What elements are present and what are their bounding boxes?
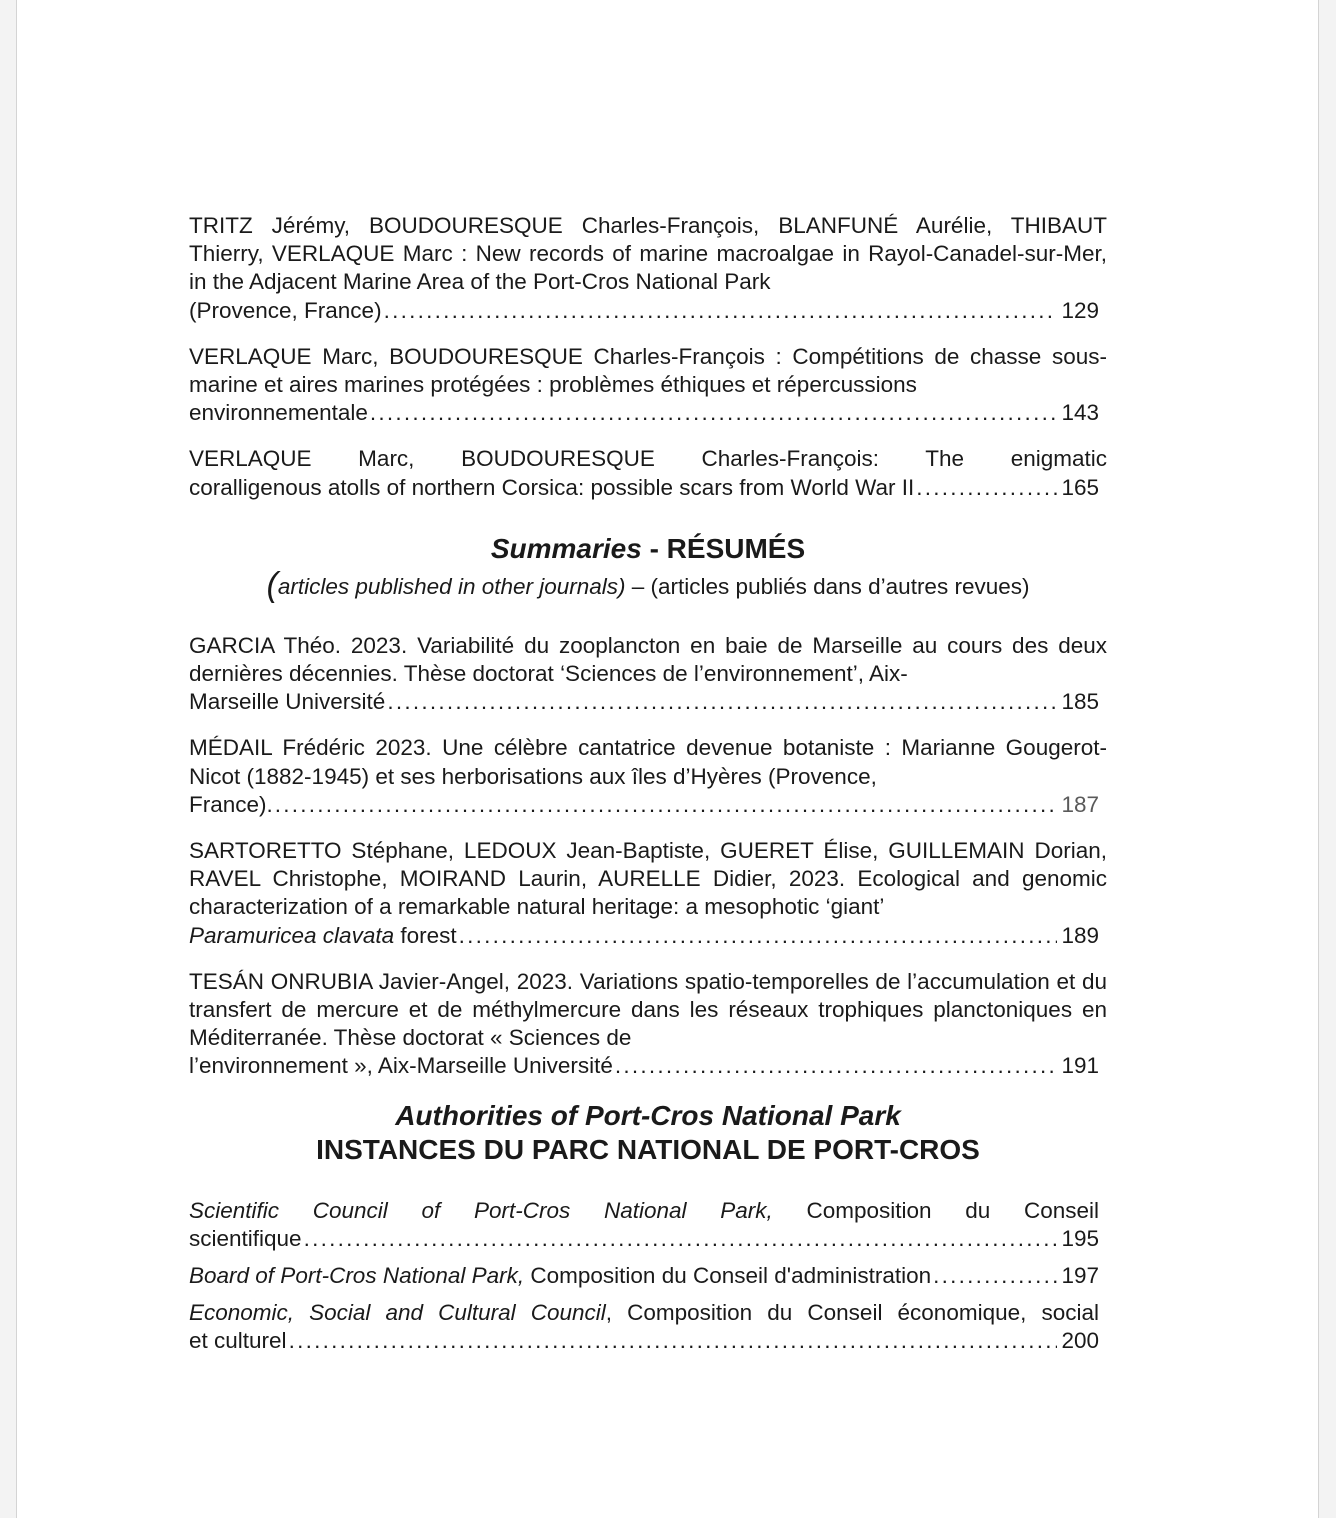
toc-entry-last-line: Composition du Conseil d'administration xyxy=(524,1263,932,1289)
toc-entry-last-line: France). xyxy=(189,791,273,817)
toc-entry xyxy=(189,968,1107,1081)
toc-entry-body: Economic, Social and Cultural Council, Composition du Conseil économique, social xyxy=(189,1300,1099,1326)
toc-entry-last-line: forest xyxy=(394,922,457,948)
dot-leader xyxy=(370,399,1058,427)
toc-entry xyxy=(189,1262,1099,1290)
toc-entry-body: VERLAQUE Marc, BOUDOURESQUE Charles-François : Compétitions de chasse sous-marine et aires marines protégées : problèmes éthiques et répercussions xyxy=(189,343,1107,398)
toc-entry-body: TESÁN ONRUBIA Javier-Angel, 2023. Variations spatio-temporelles de l’accumulation et du transfert de mercure et de méthylmercure dans les réseaux trophiques planctoniques en Méditerranée. Thèse doctorat « Sciences de xyxy=(189,968,1107,1051)
dot-leader xyxy=(275,791,1058,819)
toc-entry xyxy=(189,632,1107,717)
dot-leader xyxy=(384,297,1058,325)
dot-leader xyxy=(289,1327,1058,1355)
toc-entry xyxy=(189,837,1107,950)
section-heading-instances: INSTANCES DU PARC NATIONAL DE PORT-CROS xyxy=(316,1133,980,1165)
table-of-contents xyxy=(189,212,1109,1365)
toc-entry-last-line: coralligenous atolls of northern Corsica: possible scars from World War II xyxy=(189,474,915,500)
toc-entry-last-line: scientifique xyxy=(189,1225,302,1251)
dot-leader xyxy=(933,1262,1057,1290)
page-number: 129 xyxy=(1061,297,1099,323)
subtitle-rest: – (articles publiés dans d’autres revues) xyxy=(625,573,1030,599)
toc-entry-body: Scientific Council of Port-Cros National Park, Composition du Conseil xyxy=(189,1197,1099,1223)
page-number: 197 xyxy=(1061,1263,1099,1289)
page-number: 189 xyxy=(1061,922,1099,948)
toc-entry-last-line: et culturel xyxy=(189,1328,287,1354)
page-number: 187 xyxy=(1061,791,1099,817)
page-number: 191 xyxy=(1061,1053,1099,1079)
page-number: 200 xyxy=(1061,1328,1099,1354)
subtitle-open-paren: ( xyxy=(266,565,278,604)
dot-leader xyxy=(615,1052,1058,1080)
toc-entry-last-line: Marseille Université xyxy=(189,689,386,715)
council-name: Economic, Social and Cultural Council xyxy=(189,1300,606,1326)
toc-entry xyxy=(189,734,1107,819)
document-page xyxy=(16,0,1319,1518)
page-number: 185 xyxy=(1061,689,1099,715)
toc-entry-last-line: l’environnement », Aix-Marseille Université xyxy=(189,1053,613,1079)
council-name: Scientific Council of Port-Cros National Park, xyxy=(189,1197,773,1223)
page-number: 143 xyxy=(1061,400,1099,426)
toc-entry xyxy=(189,212,1107,325)
toc-entry-last-line: environnementale xyxy=(189,400,368,426)
toc-entry xyxy=(189,1299,1099,1355)
heading-rest: - RÉSUMÉS xyxy=(641,532,806,564)
section-heading-authorities: Authorities of Port-Cros National Park xyxy=(395,1099,901,1131)
toc-entry-body: MÉDAIL Frédéric 2023. Une célèbre cantatrice devenue botaniste : Marianne Gougerot-Nicot (1882-1945) et ses herborisations aux îles d’Hyères (Provence, xyxy=(189,735,1107,789)
toc-entry xyxy=(189,445,1107,501)
toc-entry-body: VERLAQUE Marc, BOUDOURESQUE Charles-François: The enigmatic xyxy=(189,446,1107,472)
section-heading-summaries xyxy=(189,532,1107,566)
section-subtitle xyxy=(189,565,1107,604)
heading-italic: Summaries xyxy=(490,532,642,564)
page-number: 165 xyxy=(1061,474,1099,500)
toc-entry xyxy=(189,343,1107,428)
toc-entry-body: GARCIA Théo. 2023. Variabilité du zooplancton en baie de Marseille au cours des deux dernières décennies. Thèse doctorat ‘Sciences de l’environnement’, Aix- xyxy=(189,632,1107,687)
species-name: Paramuricea clavata xyxy=(189,922,395,948)
dot-leader xyxy=(459,922,1058,950)
dot-leader xyxy=(304,1225,1058,1253)
board-name: Board of Port-Cros National Park, xyxy=(189,1263,525,1289)
toc-entry-body: TRITZ Jérémy, BOUDOURESQUE Charles-François, BLANFUNÉ Aurélie, THIBAUT Thierry, VERLAQUE Marc : New records of marine macroalgae in Rayol-Canadel-sur-Mer, in the Adjacent Marine Area of the Port-Cros National Park xyxy=(189,213,1107,295)
dot-leader xyxy=(916,474,1057,502)
toc-entry-body: SARTORETTO Stéphane, LEDOUX Jean-Baptiste, GUERET Élise, GUILLEMAIN Dorian, RAVEL Christophe, MOIRAND Laurin, AURELLE Didier, 2023. Ecological and genomic characterization of a remarkable natural heritage: a mesophotic ‘giant’ xyxy=(189,838,1107,920)
toc-entry xyxy=(189,1197,1099,1253)
toc-entry-last-line: (Provence, France) xyxy=(189,297,382,323)
subtitle-italic: articles published in other journals) xyxy=(277,573,626,599)
page-number: 195 xyxy=(1061,1225,1099,1251)
dot-leader xyxy=(387,688,1057,716)
